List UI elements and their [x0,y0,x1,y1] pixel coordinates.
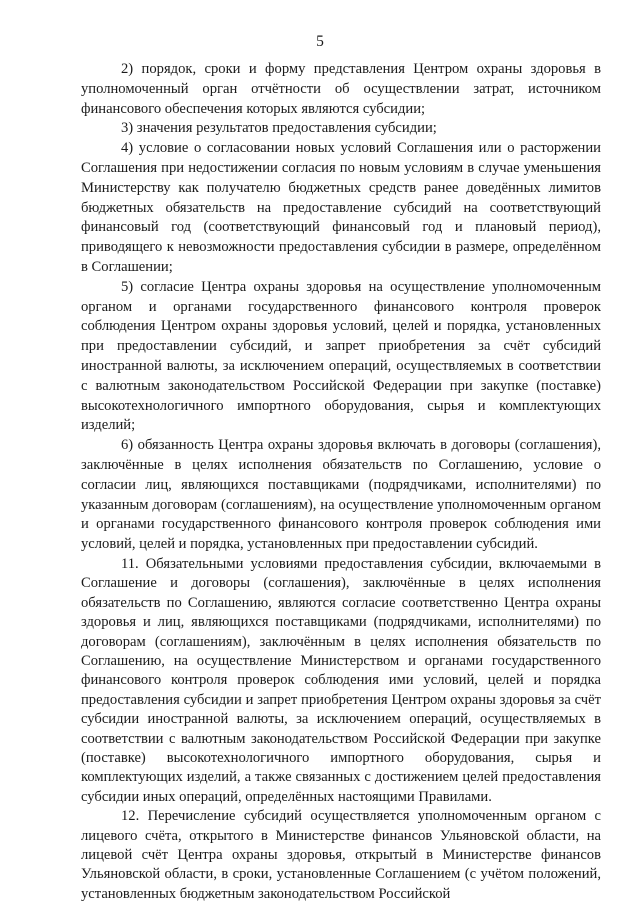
paragraph-item-3: 3) значения результатов предоставления субсидии; [121,120,437,137]
page-number: 5 [316,33,324,50]
paragraph-clause-12: 12. Перечисление субсидий осуществляется уполномоченным органом с лицевого счёта, открытого в Министерстве финансов Ульяновской области, на лицевой счёт Центра охраны здоровья, открытый в Министерстве финансов Ульяновской области, в сроки, установленные Соглашением (с учётом положений, установленных бюджетным законодательством Российской [81,808,601,902]
paragraph-clause-11: 11. Обязательными условиями предоставления субсидии, включаемыми в Соглашение и договоры (соглашения), заключённые в целях исполнения обязательств по Соглашению, являются согласие соответственно Центра охраны здоровья и лиц, являющихся поставщиками (подрядчиками, исполнителями) по договорам (соглашениям), заключённым в целях исполнения обязательств по Соглашению, на осуществление Министерством и органами государственного финансового контроля проверок соблюдения ими условий, целей и порядка предоставления субсидии и запрет приобретения Центром охраны здоровья за счёт субсидии иностранной валюты, за исключением операций, осуществляемых в соответствии с валютным законодательством Российской Федерации при закупке (поставке) высокотехнологичного импортного оборудования, сырья и комплектующих изделий, а также связанных с достижением целей предоставления субсидии иных операций, определённых настоящими Правилами. [81,555,601,805]
paragraph-item-4: 4) условие о согласовании новых условий Соглашения или о расторжении Соглашения при недостижении согласия по новым условиям в случае уменьшения Министерству как получателю бюджетных средств ранее доведённых лимитов бюджетных обязательств на предоставление субсидий на соответствующий финансовый год (соответствующий финансовый год и плановый период), приводящего к невозможности предоставления субсидии в размере, определённом в Соглашении; [81,140,601,275]
document-body [81,60,601,904]
paragraph-item-2: 2) порядок, сроки и форму представления Центром охраны здоровья в уполномоченный орган отчётности об осуществлении затрат, источником финансового обеспечения которых являются субсидии; [81,61,601,117]
paragraph-item-6: 6) обязанность Центра охраны здоровья включать в договоры (соглашения), заключённые в целях исполнения обязательств по Соглашению, условие о согласии лиц, являющихся поставщиками (подрядчиками, исполнителями) по указанным договорам (соглашениям), на осуществление уполномоченным органом и органами государственного финансового контроля проверок соблюдения ими условий, целей и порядка, установленных при предоставлении субсидий. [81,437,601,553]
paragraph-item-5: 5) согласие Центра охраны здоровья на осуществление уполномоченным органом и органами государственного финансового контроля проверок соблюдения Центром охраны здоровья условий, целей и порядка, установленных при предоставлении субсидий, и запрет приобретения за счёт субсидий иностранной валюты, за исключением операций, осуществляемых в соответствии с валютным законодательством Российской Федерации при закупке (поставке) высокотехнологичного импортного оборудования, сырья и комплектующих изделий; [81,278,601,434]
